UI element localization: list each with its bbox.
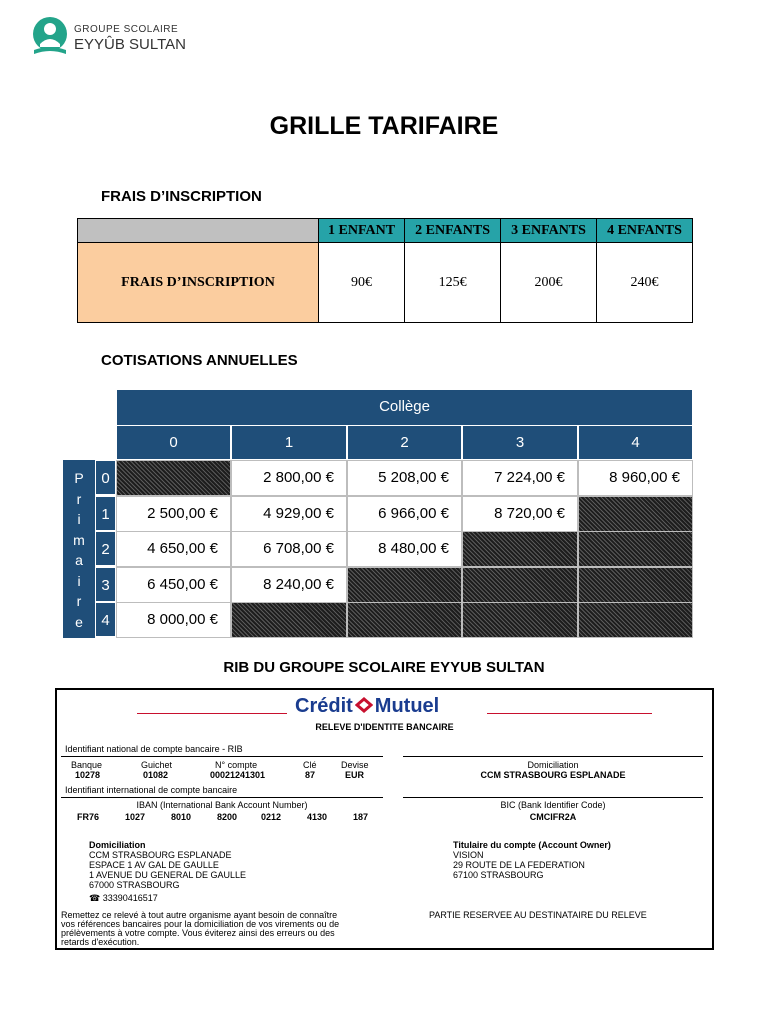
rib-rule xyxy=(61,756,383,757)
empty-cell xyxy=(578,531,693,567)
bic-value: CMCIFR2A xyxy=(529,812,577,822)
primaire-letter: m xyxy=(73,531,85,548)
college-col-label: 3 xyxy=(462,425,578,460)
field-label: Guichet xyxy=(141,760,173,770)
college-col-label: 4 xyxy=(578,425,693,460)
national-label: Identifiant national de compte bancaire - RIB xyxy=(65,744,243,754)
frais-value: 240€ xyxy=(597,243,693,323)
college-header: Collège xyxy=(116,389,693,426)
fee-cell: 8 720,00 € xyxy=(462,496,578,532)
rib-rule xyxy=(61,797,383,798)
empty-cell xyxy=(462,567,578,603)
primaire-letter: P xyxy=(74,470,84,486)
empty-cell xyxy=(347,567,462,603)
primaire-band xyxy=(63,460,95,638)
corner-blank xyxy=(63,425,116,460)
frais-col-header: 1 ENFANT xyxy=(319,219,405,243)
empty-cell xyxy=(578,567,693,603)
iban-part: 0212 xyxy=(261,812,282,822)
rib-rule-right xyxy=(487,713,652,714)
fee-cell: 4 929,00 € xyxy=(231,496,347,532)
frais-heading: FRAIS D’INSCRIPTION xyxy=(101,188,262,205)
field-label: Banque xyxy=(71,760,103,770)
fee-cell: 4 650,00 € xyxy=(116,531,231,567)
notice-line: retards d'exécution. xyxy=(61,937,140,947)
field-value: 10278 xyxy=(75,770,101,780)
domiciliation-label: Domiciliation xyxy=(527,760,579,770)
field-value: 87 xyxy=(305,770,316,780)
fee-cell: 8 960,00 € xyxy=(578,460,693,496)
logo-line2: EYYÛB SULTAN xyxy=(74,36,186,53)
frais-value: 200€ xyxy=(501,243,597,323)
field-label: N° compte xyxy=(215,760,258,770)
primaire-row-label: 1 xyxy=(95,496,116,531)
school-logo-icon xyxy=(28,14,72,58)
bank-logo xyxy=(295,695,439,718)
primaire-row-label: 0 xyxy=(95,460,116,495)
bic-label: BIC (Bank Identifier Code) xyxy=(500,800,606,810)
fee-cell: 6 450,00 € xyxy=(116,567,231,603)
iban-part: FR76 xyxy=(77,812,100,822)
college-col-label: 1 xyxy=(231,425,347,460)
rib-card xyxy=(55,688,714,950)
primaire-letter: a xyxy=(75,552,83,568)
empty-cell xyxy=(231,602,347,638)
rib-heading: RIB DU GROUPE SCOLAIRE EYYUB SULTAN xyxy=(223,659,545,676)
dom-block-line: CCM STRASBOURG ESPLANADE xyxy=(89,850,232,860)
fee-cell: 6 966,00 € xyxy=(347,496,462,532)
dom-block-line: ESPACE 1 AV GAL DE GAULLE xyxy=(89,860,219,870)
notice-line: Remettez ce relevé à tout autre organisme ayant besoin de connaître xyxy=(61,910,338,920)
field-value: 01082 xyxy=(143,770,169,780)
fee-cell: 2 500,00 € xyxy=(116,496,231,532)
iban-part: 1027 xyxy=(125,812,146,822)
primaire-letter: i xyxy=(77,511,81,527)
fee-cell: 6 708,00 € xyxy=(231,531,347,567)
frais-value: 90€ xyxy=(319,243,405,323)
empty-cell xyxy=(116,460,231,496)
notice-line: prélèvements à votre compte. Vous éviterez ainsi des erreurs ou des xyxy=(61,928,335,938)
field-label: Clé xyxy=(303,760,317,770)
fee-cell: 2 800,00 € xyxy=(231,460,347,496)
empty-cell xyxy=(578,602,693,638)
primaire-row-label: 3 xyxy=(95,567,116,602)
owner-line: 29 ROUTE DE LA FEDERATION xyxy=(453,860,585,870)
owner-line: VISION xyxy=(453,850,484,860)
primaire-letter: r xyxy=(76,593,82,609)
frais-value: 125€ xyxy=(405,243,501,323)
page-title: GRILLE TARIFAIRE xyxy=(269,112,499,140)
frais-empty-header xyxy=(78,219,319,243)
cotisations-heading: COTISATIONS ANNUELLES xyxy=(101,352,298,369)
empty-cell xyxy=(347,602,462,638)
rib-rule xyxy=(403,756,703,757)
frais-table xyxy=(77,218,693,323)
field-value: EUR xyxy=(345,770,365,780)
dom-block-line: 1 AVENUE DU GENERAL DE GAULLE xyxy=(89,870,247,880)
owner-line: 67100 STRASBOURG xyxy=(453,870,544,880)
primaire-row-label: 2 xyxy=(95,531,116,566)
fee-cell: 7 224,00 € xyxy=(462,460,578,496)
primaire-letter: r xyxy=(76,490,82,507)
field-value: 00021241301 xyxy=(210,770,266,780)
rib-rule-left xyxy=(137,713,287,714)
phone-icon: ☎ xyxy=(89,893,101,903)
notice-line: vos références bancaires pour la domiciliation de vos virements ou de xyxy=(61,919,340,929)
iban-part: 187 xyxy=(353,812,369,822)
fee-cell: 8 480,00 € xyxy=(347,531,462,567)
phone-number: 33390416517 xyxy=(102,893,158,903)
rib-subtitle: RELEVE D'IDENTITE BANCAIRE xyxy=(315,722,454,732)
college-col-label: 0 xyxy=(116,425,231,460)
frais-col-header: 2 ENFANTS xyxy=(405,219,501,243)
owner-title: Titulaire du compte (Account Owner) xyxy=(453,840,611,850)
bank-emblem-icon xyxy=(355,697,373,713)
bank-name-part2: Mutuel xyxy=(374,695,440,717)
dom-block-line: 67000 STRASBOURG xyxy=(89,880,180,890)
phone-row xyxy=(89,893,158,904)
frais-row-label: FRAIS D’INSCRIPTION xyxy=(78,243,319,323)
primaire-letter: i xyxy=(77,572,81,589)
empty-cell xyxy=(462,602,578,638)
fee-cell: 8 240,00 € xyxy=(231,567,347,603)
empty-cell xyxy=(462,531,578,567)
bank-name-part1: Crédit xyxy=(295,695,353,717)
field-label: Devise xyxy=(341,760,369,770)
college-col-label: 2 xyxy=(347,425,462,460)
iban-part: 8200 xyxy=(217,812,238,822)
iban-part: 8010 xyxy=(171,812,192,822)
dom-block-title: Domiciliation xyxy=(89,840,146,850)
primaire-row-label: 4 xyxy=(95,602,116,637)
fee-cell: 5 208,00 € xyxy=(347,460,462,496)
frais-col-header: 3 ENFANTS xyxy=(501,219,597,243)
frais-col-header: 4 ENFANTS xyxy=(597,219,693,243)
intl-label: Identifiant international de compte bancaire xyxy=(65,785,238,795)
fee-cell: 8 000,00 € xyxy=(116,602,231,638)
domiciliation-value: CCM STRASBOURG ESPLANADE xyxy=(480,770,626,780)
iban-part: 4130 xyxy=(307,812,328,822)
iban-label: IBAN (International Bank Account Number) xyxy=(136,800,308,810)
logo-line1: GROUPE SCOLAIRE xyxy=(74,24,179,35)
reserved-label: PARTIE RESERVEE AU DESTINATAIRE DU RELEVE xyxy=(429,910,647,920)
primaire-letter: e xyxy=(75,613,83,630)
empty-cell xyxy=(578,496,693,532)
rib-rule xyxy=(403,797,703,798)
